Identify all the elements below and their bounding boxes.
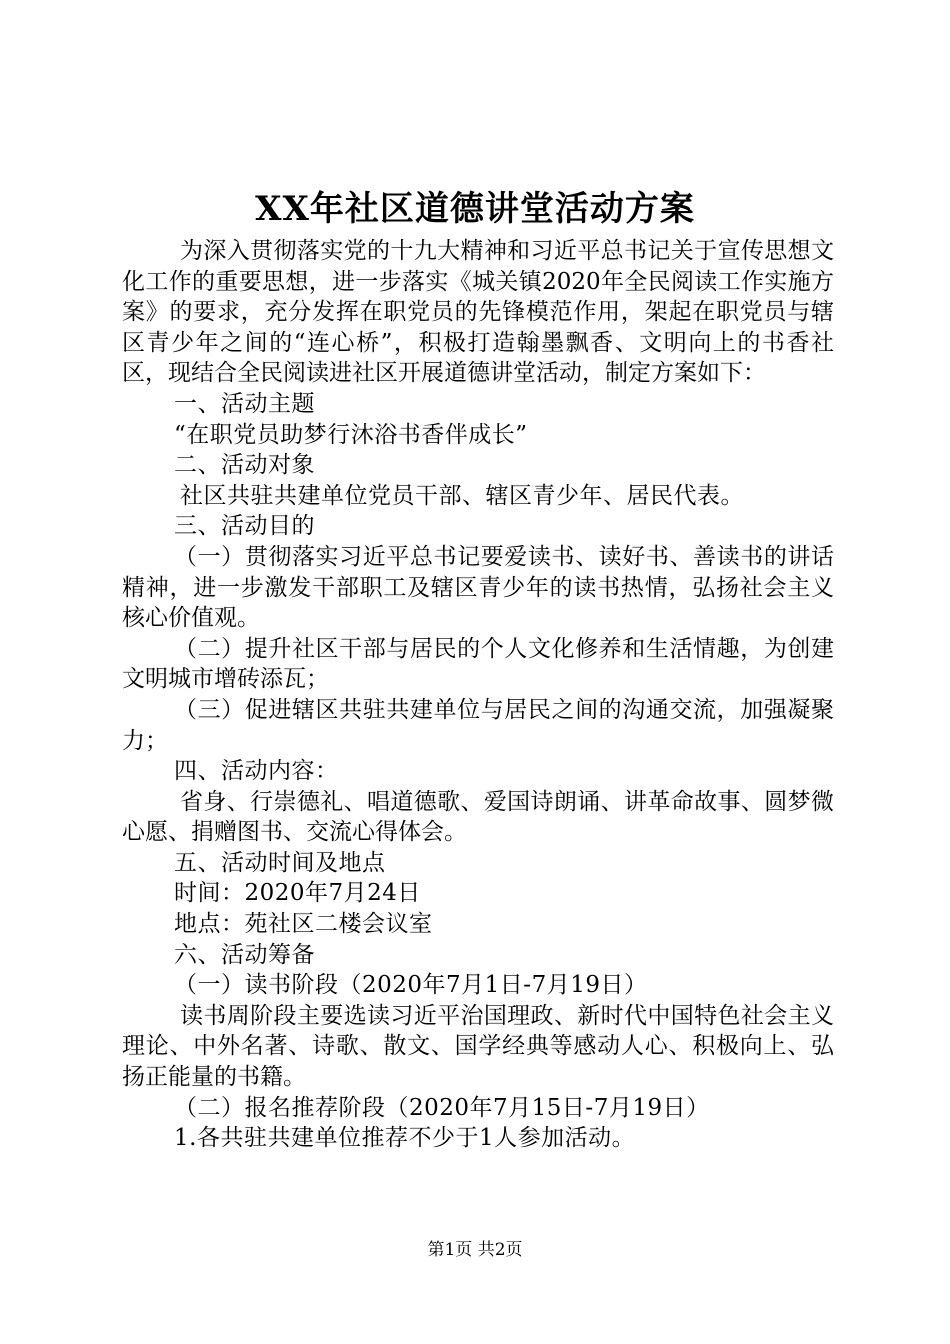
- content-text: 省身、行崇德礼、唱道德歌、爱国诗朗诵、讲革命故事、圆梦微心愿、捐赠图书、交流心得体会。: [122, 788, 834, 846]
- purpose-item-2: （二）提升社区干部与居民的个人文化修养和生活情趣，为创建文明城市增砖添瓦；: [122, 635, 834, 693]
- section-heading-purpose: 三、活动目的: [174, 513, 315, 540]
- section-heading-theme: 一、活动主题: [174, 390, 315, 417]
- preparation-stage-1: （一）读书阶段（2020年7月1日-7月19日）: [174, 972, 648, 999]
- intro-paragraph: 为深入贯彻落实党的十九大精神和习近平总书记关于宣传思想文化工作的重要思想，进一步落实《城关镇2020年全民阅读工作实施方案》的要求，充分发挥在职党员的先锋模范作用，架起在职党员与辖区青少年之间的“连心桥”，积极打造翰墨飘香、文明向上的书香社区，现结合全民阅读进社区开展道德讲堂活动，制定方案如下：: [122, 238, 834, 387]
- page-number: 第1页 共2页: [427, 1240, 523, 1260]
- section-heading-preparation: 六、活动筹备: [174, 941, 315, 968]
- section-heading-content: 四、活动内容：: [174, 758, 339, 785]
- audience-text: 社区共驻共建单位党员干部、辖区青少年、居民代表。: [180, 482, 744, 509]
- section-heading-audience: 二、活动对象: [174, 452, 315, 479]
- reading-stage-text: 读书周阶段主要选读习近平治国理政、新时代中国特色社会主义理论、中外名著、诗歌、散文、国学经典等感动人心、积极向上、弘扬正能量的书籍。: [122, 1002, 834, 1091]
- document-title: XX年社区道德讲堂活动方案: [255, 189, 695, 229]
- document-body: [122, 236, 834, 1154]
- purpose-item-1: （一）贯彻落实习近平总书记要爱读书、读好书、善读书的讲话精神，进一步激发干部职工及辖区青少年的读书热情，弘扬社会主义核心价值观。: [122, 543, 834, 632]
- section-heading-time-place: 五、活动时间及地点: [174, 849, 386, 876]
- place-text: 地点：苑社区二楼会议室: [174, 911, 433, 938]
- time-text: 时间：2020年7月24日: [174, 880, 421, 907]
- preparation-stage-2: （二）报名推荐阶段（2020年7月15日-7月19日）: [174, 1094, 710, 1121]
- theme-text: “在职党员助梦行沐浴书香伴成长”: [174, 421, 528, 448]
- registration-item-1: 1.各共驻共建单位推荐不少于1人参加活动。: [174, 1125, 636, 1152]
- purpose-item-3: （三）促进辖区共驻共建单位与居民之间的沟通交流，加强凝聚力；: [122, 696, 834, 754]
